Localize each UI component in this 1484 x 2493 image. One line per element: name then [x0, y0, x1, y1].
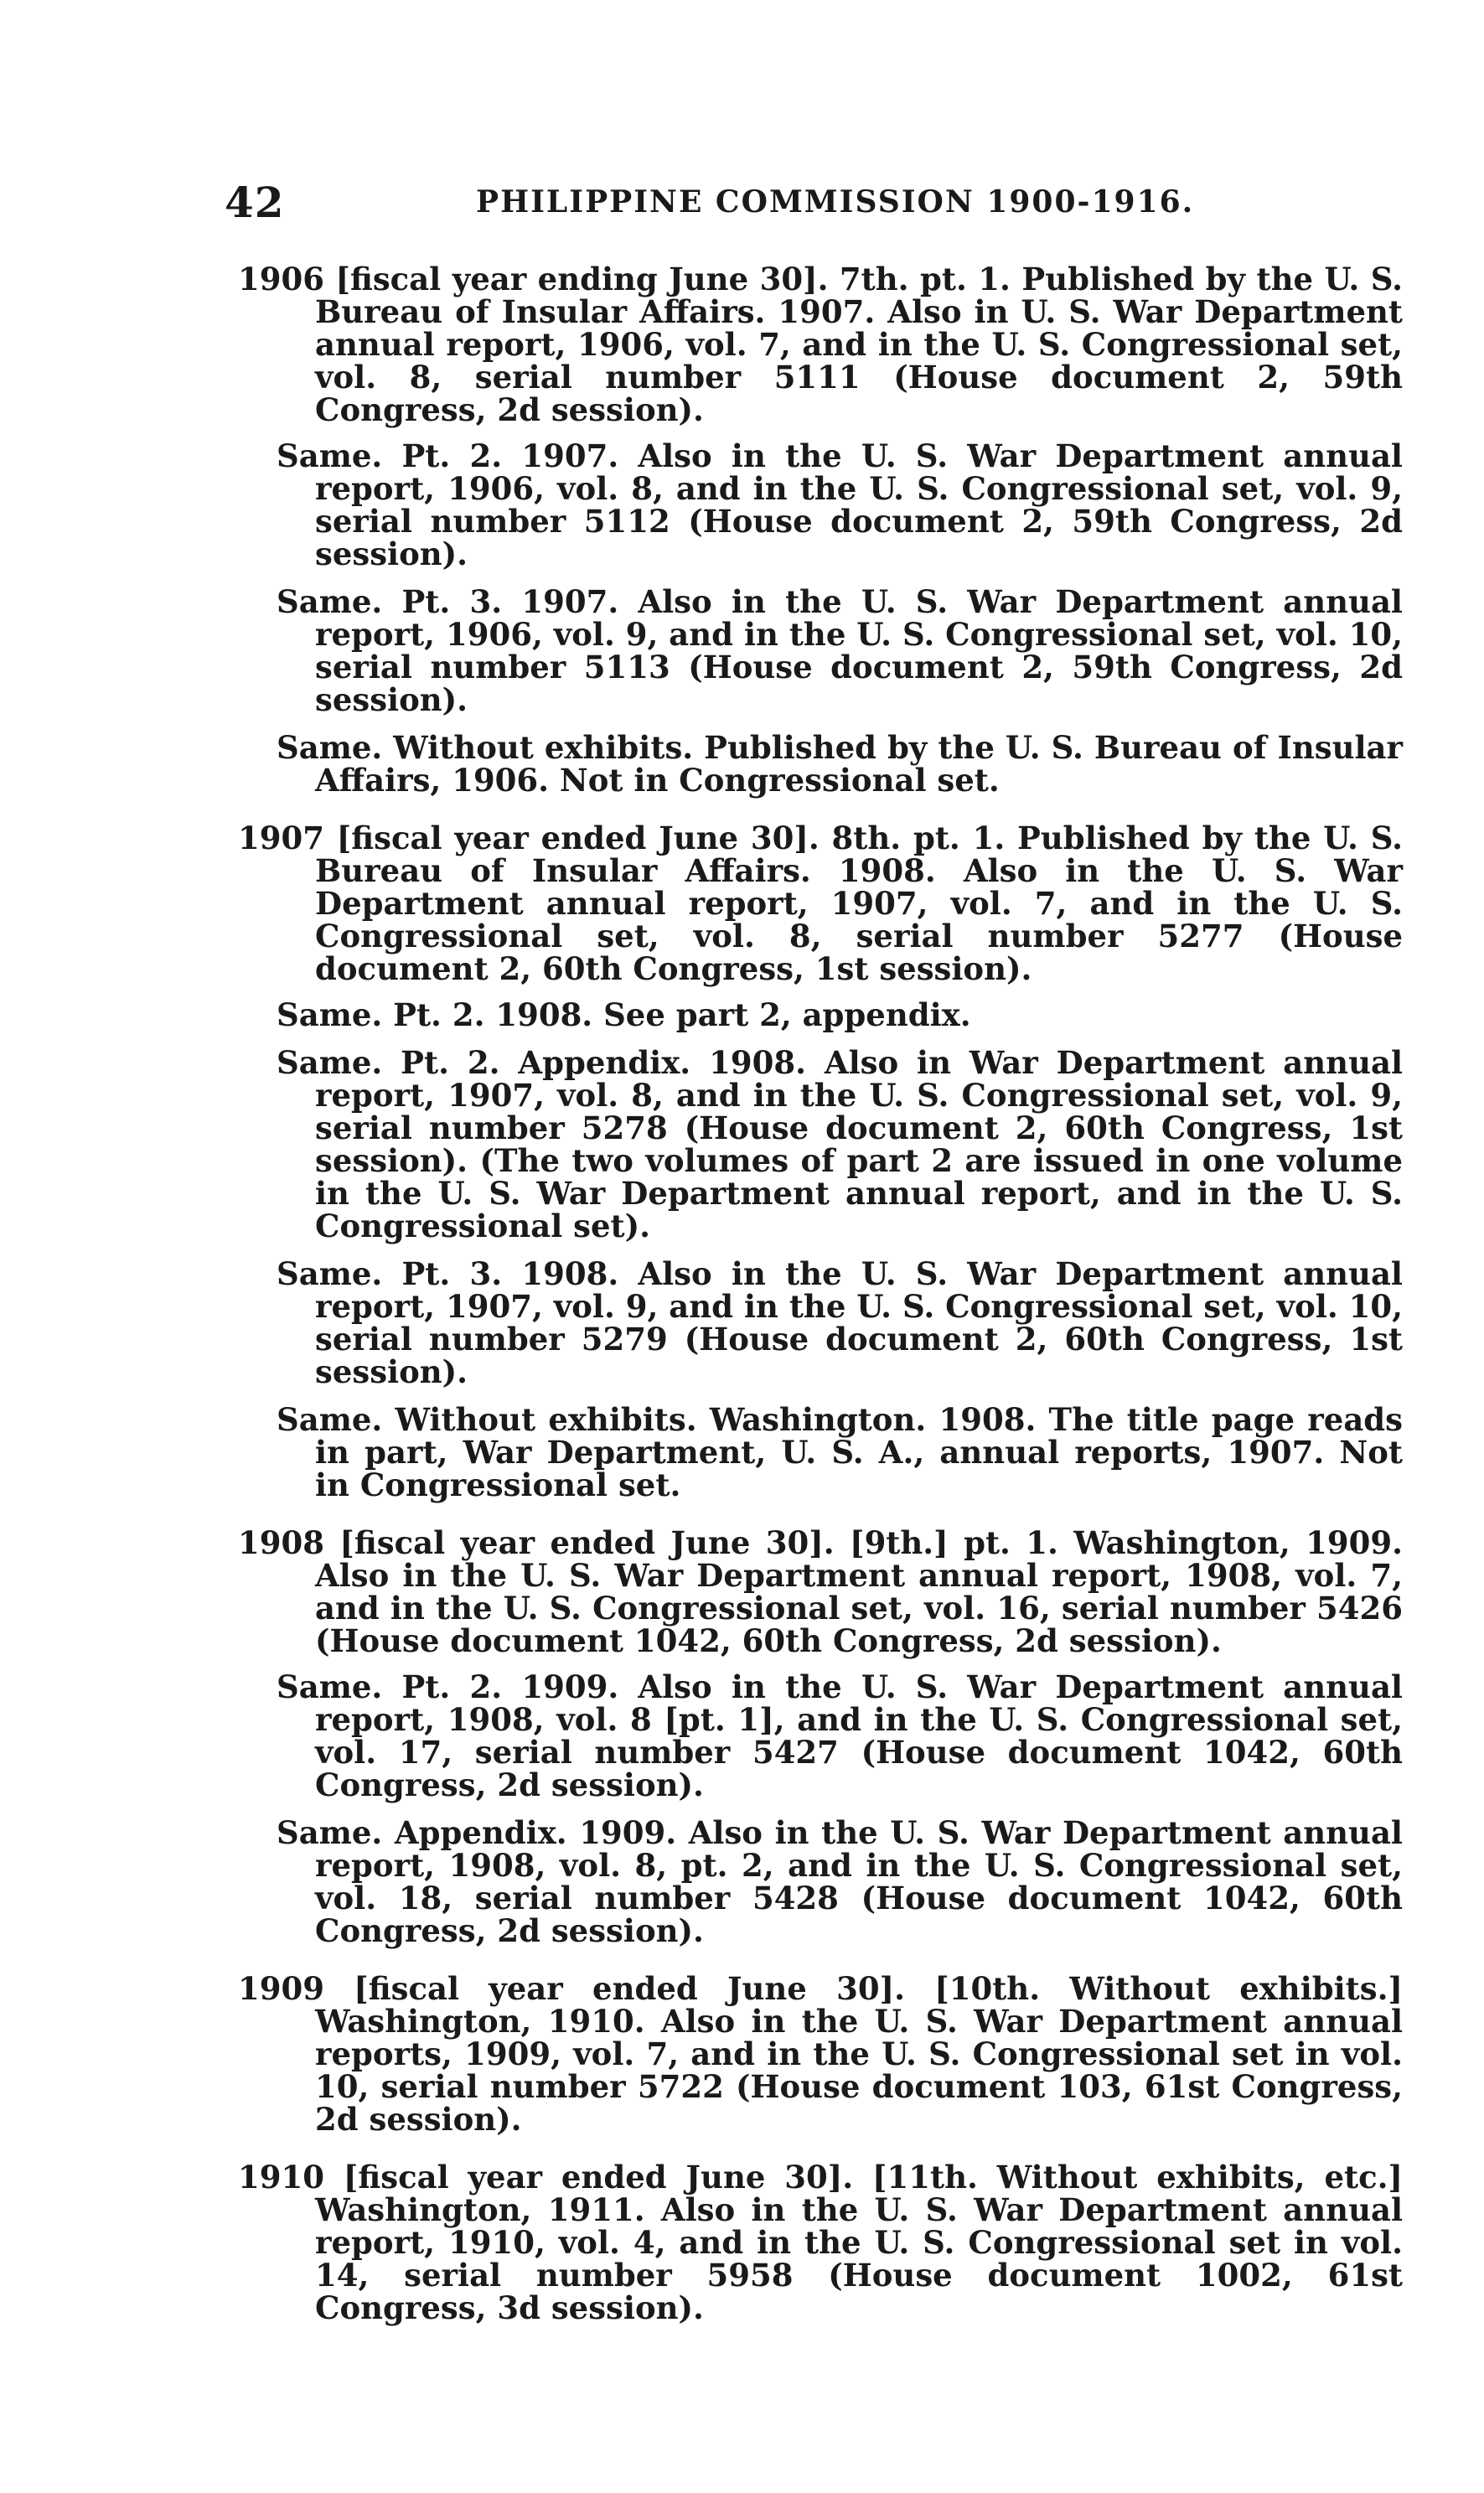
page-number: 42	[225, 178, 285, 227]
subentry-1907-pt3: Same. Pt. 3. 1908. Also in the U. S. War Department annual report, 1907, vol. 9, and in the U. S. Congressional set, vol. 10, serial number 5279 (House document 2, 60th Congress, 1st session).	[277, 1255, 1403, 1390]
entry-1906: 1906 [fiscal year ending June 30]. 7th. pt. 1. Published by the U. S. Bureau of Insular Affairs. 1907. Also in U. S. War Department annual report, 1906, vol. 7, and in the U. S. Congressional set, vol. 8, serial number 5111 (House document 2, 59th Congress, 2d session).	[238, 261, 1403, 428]
subentry-1906-without-exhibits: Same. Without exhibits. Published by the U. S. Bureau of Insular Affairs, 1906. Not in Congressional set.	[277, 729, 1403, 799]
page-header	[225, 178, 1314, 228]
subentry-1907-pt2: Same. Pt. 2. 1908. See part 2, appendix.	[277, 996, 971, 1033]
running-title: PHILIPPINE COMMISSION 1900-1916.	[476, 184, 1195, 220]
subentry-1906-pt2: Same. Pt. 2. 1907. Also in the U. S. War Department annual report, 1906, vol. 8, and in the U. S. Congressional set, vol. 9, serial number 5112 (House document 2, 59th Congress, 2d session).	[277, 437, 1403, 572]
subentry-1906-pt3: Same. Pt. 3. 1907. Also in the U. S. War Department annual report, 1906, vol. 9, and in the U. S. Congressional set, vol. 10, serial number 5113 (House document 2, 59th Congress, 2d session).	[277, 583, 1403, 718]
document-body	[238, 263, 1403, 2343]
entry-1908: 1908 [fiscal year ended June 30]. [9th.] pt. 1. Washington, 1909. Also in the U. S. War Department annual report, 1908, vol. 7, and in the U. S. Congressional set, vol. 16, serial number 5426 (House document 1042, 60th Congress, 2d session).	[238, 1524, 1403, 1659]
entry-1907: 1907 [fiscal year ended June 30]. 8th. pt. 1. Published by the U. S. Bureau of Insular Affairs. 1908. Also in the U. S. War Department annual report, 1907, vol. 7, and in the U. S. Congressional set, vol. 8, serial number 5277 (House document 2, 60th Congress, 1st session).	[238, 820, 1403, 987]
subentry-1907-pt2-appendix: Same. Pt. 2. Appendix. 1908. Also in War Department annual report, 1907, vol. 8, and in the U. S. Congressional set, vol. 9, serial number 5278 (House document 2, 60th Congress, 1st session). (The two volumes of part 2 are issued in one volume in the U. S. War Department annual report, and in the U. S. Congressional set).	[277, 1044, 1403, 1244]
subentry-1907-without-exhibits: Same. Without exhibits. Washington. 1908. The title page reads in part, War Department, U. S. A., annual reports, 1907. Not in Congressional set.	[277, 1401, 1403, 1503]
entry-1910: 1910 [fiscal year ended June 30]. [11th. Without exhibits, etc.] Washington, 1911. Also in the U. S. War Department annual report, 1910, vol. 4, and in the U. S. Congressional set in vol. 14, serial number 5958 (House document 1002, 61st Congress, 3d session).	[238, 2159, 1403, 2326]
entry-1909: 1909 [fiscal year ended June 30]. [10th. Without exhibits.] Washington, 1910. Also in the U. S. War Department annual reports, 1909, vol. 7, and in the U. S. Congressional set in vol. 10, serial number 5722 (House document 103, 61st Congress, 2d session).	[238, 1970, 1403, 2138]
subentry-1908-appendix: Same. Appendix. 1909. Also in the U. S. War Department annual report, 1908, vol. 8, pt. 2, and in the U. S. Congressional set, vol. 18, serial number 5428 (House document 1042, 60th Congress, 2d session).	[277, 1814, 1403, 1949]
subentry-1908-pt2: Same. Pt. 2. 1909. Also in the U. S. War Department annual report, 1908, vol. 8 [pt. 1], and in the U. S. Congressional set, vol. 17, serial number 5427 (House document 1042, 60th Congress, 2d session).	[277, 1668, 1403, 1803]
